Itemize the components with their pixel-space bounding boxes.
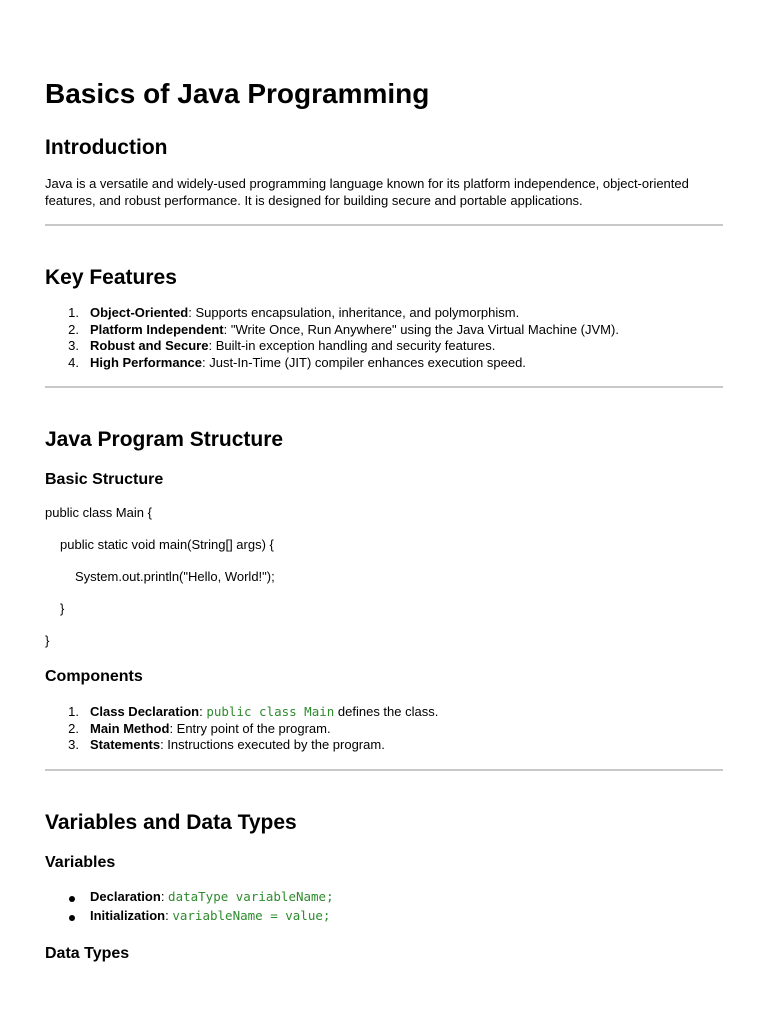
section-divider [45,386,723,388]
variables-list [45,889,723,924]
list-item [45,721,723,738]
list-item [45,322,723,339]
variable-separator: : [160,889,169,904]
bullet-icon [69,915,75,921]
bullet-icon [69,896,75,902]
feature-term: Platform Independent [90,321,224,337]
feature-description: : Just-In-Time (JIT) compiler enhances execution speed. [201,354,526,370]
component-description: defines the class. [334,704,439,719]
list-number: 3. [68,338,79,353]
feature-term: Object-Oriented [90,305,189,320]
feature-description: : Built-in exception handling and security features. [208,338,496,353]
page-title: Basics of Java Programming [45,78,430,109]
list-number: 2. [68,321,79,337]
list-number: 3. [68,737,79,752]
variable-term: Initialization [90,907,166,923]
code-line: public class Main { [45,505,152,520]
list-item [45,305,723,322]
component-term: Statements [90,737,161,752]
list-number: 1. [68,704,79,719]
component-separator: : [199,704,207,719]
list-item [45,704,723,721]
inline-code: variableName = value; [172,907,331,923]
features-heading: Key Features [45,266,177,289]
list-item [45,355,723,372]
basic-structure-heading: Basic Structure [45,471,164,488]
component-description: : Instructions executed by the program. [160,737,385,752]
feature-description: : Supports encapsulation, inheritance, and polymorphism. [188,305,520,320]
feature-term: Robust and Secure [90,338,209,353]
variables-heading: Variables and Data Types [45,811,297,834]
section-divider [45,769,723,771]
list-number: 4. [68,354,79,370]
list-item [45,338,723,355]
variable-term: Declaration [90,889,161,904]
code-line: public static void main(String[] args) { [60,537,274,552]
list-item [45,889,723,906]
component-term: Class Declaration [90,704,200,719]
intro-heading: Introduction [45,136,168,159]
intro-paragraph: Java is a versatile and widely-used programming language known for its platform independence, object-oriented features, and robust performance. It is designed for building secure and portable applications. [45,176,689,208]
code-line: } [45,633,50,648]
code-line: System.out.println("Hello, World!"); [75,569,275,584]
code-line: } [60,601,65,616]
section-divider [45,224,723,226]
list-item [45,908,723,925]
structure-heading: Java Program Structure [45,428,284,451]
inline-code: dataType variableName; [168,889,334,904]
components-heading: Components [45,668,143,685]
variable-separator: : [165,907,173,923]
list-number: 2. [68,720,79,736]
features-list [45,305,723,371]
feature-description: : "Write Once, Run Anywhere" using the Java Virtual Machine (JVM). [223,321,619,337]
variables-subheading: Variables [45,854,116,871]
components-list [45,704,723,754]
inline-code: public class Main [206,704,335,719]
component-description: : Entry point of the program. [169,720,331,736]
list-item [45,737,723,754]
list-number: 1. [68,305,79,320]
data-types-heading: Data Types [45,945,130,962]
feature-term: High Performance [90,354,202,370]
component-term: Main Method [90,720,170,736]
